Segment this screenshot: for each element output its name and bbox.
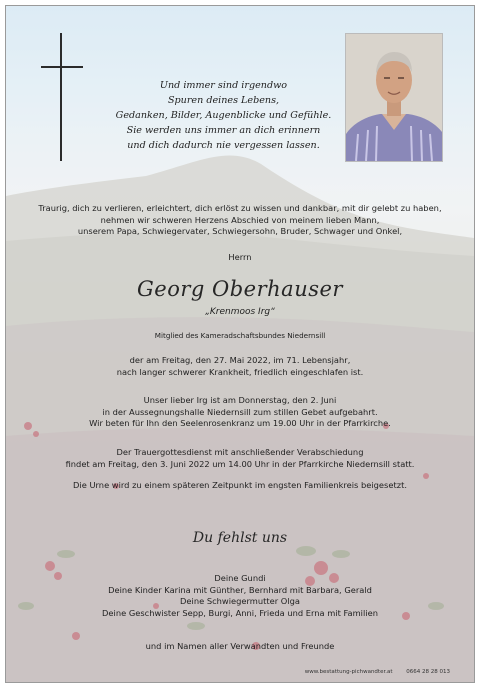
service-notice <box>6 447 474 470</box>
cross-icon <box>41 33 83 161</box>
mourner-line: Deine Gundi <box>214 573 266 583</box>
intro-paragraph <box>6 203 474 238</box>
mourners-list <box>6 573 474 619</box>
service-line: findet am Freitag, den 3. Juni 2022 um 14.00 Uhr in der Pfarrkirche Niedernsill statt. <box>65 458 415 469</box>
service-line: Der Trauergottesdienst mit anschließender Verabschiedung <box>116 447 364 457</box>
nickname: „Krenmoos Irg“ <box>205 307 275 317</box>
death-line: der am Freitag, den 27. Mai 2022, im 71. Lebensjahr, <box>129 355 351 365</box>
salutation: Herrn <box>228 252 252 262</box>
poem-line: und dich dadurch nie vergessen lassen. <box>127 140 320 151</box>
signoff: und im Namen aller Verwandten und Freunde <box>145 641 335 651</box>
intro-line: Traurig, dich zu verlieren, erleichtert, dich erlöst zu wissen und dankbar, mit dir gelebt zu haben, <box>38 203 442 213</box>
poem-line: Spuren deines Lebens, <box>167 95 280 106</box>
footer <box>293 669 450 675</box>
footer-phone: 0664 28 28 013 <box>406 669 450 675</box>
viewing-notice <box>6 395 474 430</box>
death-line: nach langer schwerer Krankheit, friedlich eingeschlafen ist. <box>116 366 364 377</box>
poem-line: Gedanken, Bilder, Augenblicke und Gefühle. <box>115 110 332 121</box>
intro-line: unserem Papa, Schwiegervater, Schwiegersohn, Bruder, Schwager und Onkel, <box>77 226 403 237</box>
obituary-card <box>5 5 475 683</box>
deceased-name: Georg Oberhauser <box>137 277 343 301</box>
viewing-line: Unser lieber Irg ist am Donnerstag, den 2. Juni <box>143 395 337 405</box>
death-notice <box>6 355 474 378</box>
mourner-line: Deine Kinder Karina mit Günther, Bernhard mit Barbara, Gerald <box>108 584 372 595</box>
poem-line: Und immer sind irgendwo <box>159 80 288 91</box>
membership: Mitglied des Kameradschaftsbundes Niedernsill <box>154 331 326 340</box>
viewing-line: in der Aussegnungshalle Niedernsill zum stillen Gebet aufgebahrt. <box>102 406 378 417</box>
closing-heading: Du fehlst uns <box>192 530 288 546</box>
poem-line: Sie werden uns immer an dich erinnern <box>126 125 321 136</box>
portrait-photo <box>345 33 443 162</box>
viewing-line: Wir beten für Ihn den Seelenrosenkranz um 19.00 Uhr in der Pfarrkirche. <box>89 418 391 429</box>
memorial-poem <box>101 78 346 153</box>
mourner-line: Deine Schwiegermutter Olga <box>180 596 300 607</box>
footer-website[interactable]: www.bestattung-pichwandter.at <box>304 669 393 675</box>
urn-notice: Die Urne wird zu einem späteren Zeitpunkt im engsten Familienkreis beigesetzt. <box>73 480 407 490</box>
intro-line: nehmen wir schweren Herzens Abschied von meinem lieben Mann, <box>100 214 380 225</box>
mourner-line: Deine Geschwister Sepp, Burgi, Anni, Frieda und Erna mit Familien <box>102 607 378 618</box>
